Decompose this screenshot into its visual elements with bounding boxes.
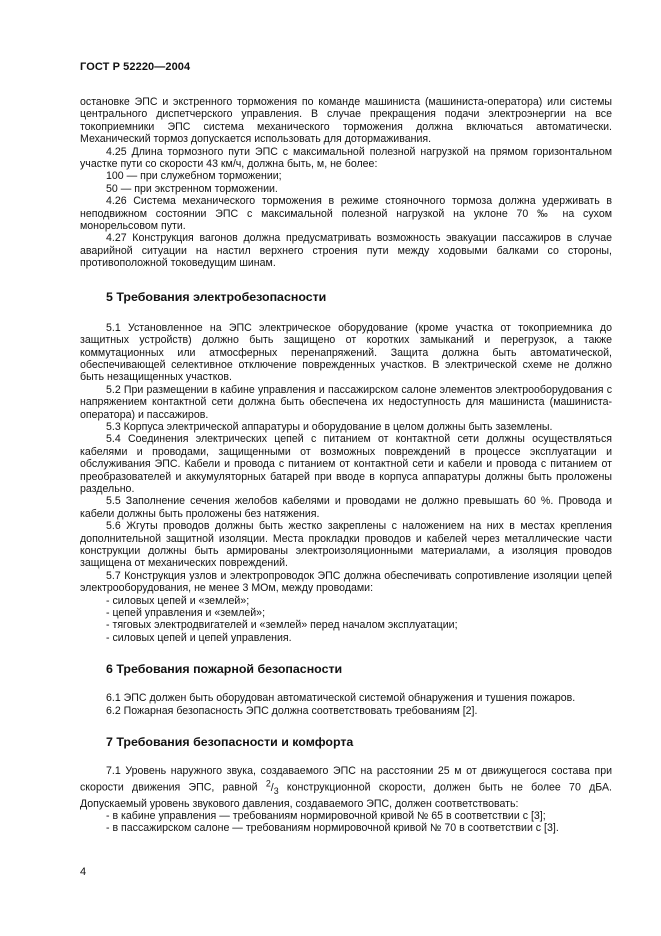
paragraph-5-6: 5.6 Жгуты проводов должны быть жестко закреплены с наложением на них в местах крепления дополнительной защитной изоляции. Места прокладки проводов и кабелей через металлические части конструкции должны быть армированы электроизоляционными материалами, а изоляция проводов защищена от механических повреждений. [80, 520, 612, 570]
section-7-heading: 7 Требования безопасности и комфорта [106, 735, 354, 750]
list-item: - тяговых электродвигателей и «землей» перед началом эксплуатации; [106, 619, 458, 632]
paragraph-4-25-emergency: 50 — при экстренном торможении. [106, 182, 278, 195]
section-5-heading: 5 Требования электробезопасности [106, 289, 327, 304]
paragraph-7-1-end: конструкционной скорости, должен быть не более 70 дБА. Допускаемый уровень звукового давления, создаваемого ЭПС, должен соответствовать: [80, 782, 612, 810]
paragraph-5-2: 5.2 При размещении в кабине управления и пассажирском салоне элементов электрооборудования с напряжением контактной сети должна быть обеспечена их недоступность для машиниста (машиниста-оператора) и пассажиров. [80, 383, 612, 421]
paragraph-4-26: 4.26 Система механического торможения в режиме стояночного тормоза должна удерживать в неподвижном состоянии ЭПС с максимальной полезной нагрузкой на уклоне 70 ‰ на сухом монорельсовом пути. [80, 195, 612, 233]
fraction-numerator: 2 [265, 778, 271, 789]
document-header: ГОСТ Р 52220—2004 [80, 61, 191, 73]
fraction-denominator: 3 [273, 786, 279, 797]
fraction: $^2/_3$ [265, 778, 279, 797]
paragraph-5-7: 5.7 Конструкция узлов и электропроводок ЭПС должна обеспечивать сопротивление изоляции цепей электрооборудования, не менее 3 МОм, между проводами: [80, 569, 612, 595]
paragraph-4-25: 4.25 Длина тормозного пути ЭПС с максимальной полезной нагрузкой на прямом горизонтальном участке пути со скорости 43 км/ч, должна быть, м, не более: [80, 145, 612, 171]
section-6-heading: 6 Требования пожарной безопасности [106, 662, 343, 677]
paragraph-7-1 [80, 765, 612, 810]
paragraph-5-3: 5.3 Корпуса электрической аппаратуры и оборудование в целом должны быть заземлены. [106, 420, 553, 433]
list-item: - в кабине управления — требованиям нормировочной кривой № 65 в соответствии с [3]; [106, 809, 546, 822]
list-item: - в пассажирском салоне — требованиям нормировочной кривой № 70 в соответствии с [3]. [106, 822, 559, 835]
paragraph-continuation: остановке ЭПС и экстренного торможения по команде машиниста (машиниста-оператора) или системы центрального диспетчерского управления. В случае прекращения подачи электроэнергии на все токоприемники ЭПС система механического торможения должна включаться автоматически. Механический тормоз допускается использовать для дотормаживания. [80, 96, 612, 146]
page-number: 4 [80, 866, 87, 878]
paragraph-5-4: 5.4 Соединения электрических цепей с питанием от контактной сети должны осуществляться кабелями и проводами, защищенными от возможных повреждений в процессе эксплуатации и обслуживания ЭПС. Кабели и провода с питанием от контактной сети и кабели и провода с питанием от преобразователей и аккумуляторных батарей при вводе в корпуса аппаратуры должны быть проложены раздельно. [80, 433, 612, 495]
paragraph-6-2: 6.2 Пожарная безопасность ЭПС должна соответствовать требованиям [2]. [106, 704, 478, 717]
list-item: - цепей управления и «землей»; [106, 607, 266, 620]
paragraph-7-1-start: 7.1 Уровень наружного звука, создаваемого ЭПС на расстоянии 25 м от движущегося состава при скорости движения ЭПС, равной [80, 765, 612, 794]
list-item: - силовых цепей и цепей управления. [106, 631, 292, 644]
page-body [80, 96, 612, 835]
list-item: - силовых цепей и «землей»; [106, 594, 250, 607]
paragraph-5-5: 5.5 Заполнение сечения желобов кабелями и проводами не должно превышать 60 %. Провода и кабели должны быть проложены без натяжения. [80, 495, 612, 520]
paragraph-4-25-service: 100 — при служебном торможении; [106, 170, 282, 183]
paragraph-6-1: 6.1 ЭПС должен быть оборудован автоматической системой обнаружения и тушения пожаров. [106, 692, 576, 705]
paragraph-4-27: 4.27 Конструкция вагонов должна предусматривать возможность эвакуации пассажиров в случае аварийной ситуации на настил верхнего строения пути между ходовыми балками со стороны, противоположной токоведущим шинам. [80, 232, 612, 270]
paragraph-5-1: 5.1 Установленное на ЭПС электрическое оборудование (кроме участка от токоприемника до защитных устройств) должно быть защищено от коротких замыканий и перегрузок, а также коммутационных или атмосферных перенапряжений. Защита должна быть автоматической, обеспечивающей селективное отключение поврежденных участков. В электрической схеме не должно быть незащищенных участков. [80, 321, 612, 384]
